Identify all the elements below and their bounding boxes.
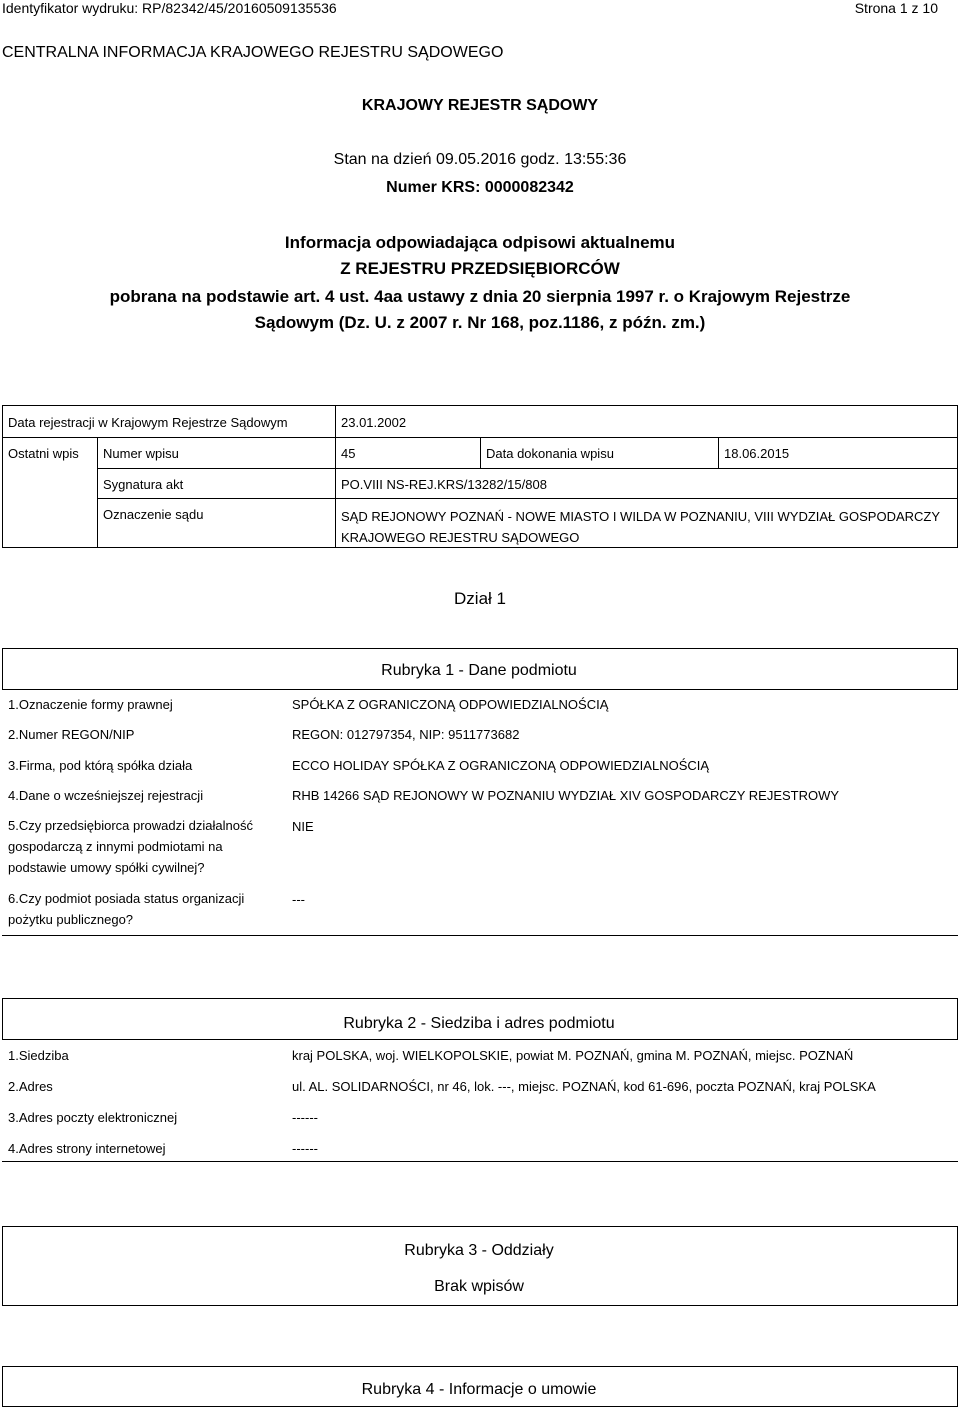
status-date: Stan na dzień 09.05.2016 godz. 13:55:36 xyxy=(333,151,627,168)
rubric-3-title: Rubryka 3 - Oddziały xyxy=(404,1242,554,1259)
legal-basis-line-2: Sądowym (Dz. U. z 2007 r. Nr 168, poz.1186, z późn. zm.) xyxy=(254,313,706,332)
rubric-1-row-4-value: RHB 14266 SĄD REJONOWY W POZNANIU WYDZIAŁ XIV GOSPODARCZY REJESTROWY xyxy=(292,788,840,803)
entry-date-value: 18.06.2015 xyxy=(724,446,790,461)
section-title: Dział 1 xyxy=(454,589,506,608)
rubric-1-row-4-label: 4.Dane o wcześniejszej rejestracji xyxy=(8,788,204,803)
rubric-3-no-entries: Brak wpisów xyxy=(434,1278,524,1295)
rubric-4-title: Rubryka 4 - Informacje o umowie xyxy=(361,1381,597,1398)
register-name: KRAJOWY REJESTR SĄDOWY xyxy=(361,97,599,114)
rubric-1-row-1-label: 1.Oznaczenie formy prawnej xyxy=(8,697,173,712)
rubric-1-row-1-value: SPÓŁKA Z OGRANICZONĄ ODPOWIEDZIALNOŚCIĄ xyxy=(292,697,609,712)
rubric-2-row-4-value: ------ xyxy=(292,1141,318,1156)
entry-number-label: Numer wpisu xyxy=(103,446,179,461)
legal-basis-line-1: pobrana na podstawie art. 4 ust. 4aa ustawy z dnia 20 sierpnia 1997 r. o Krajowym Rejestrze xyxy=(109,287,851,306)
rubric-1-row-5-label: 5.Czy przedsiębiorca prowadzi działalność gospodarczą z innymi podmiotami na podstawie umowy spółki cywilnej? xyxy=(8,818,253,875)
court-label: Oznaczenie sądu xyxy=(103,507,204,522)
rubric-2-row-3-value: ------ xyxy=(292,1110,318,1125)
rubric-2-row-1-value: kraj POLSKA, woj. WIELKOPOLSKIE, powiat M. POZNAŃ, gmina M. POZNAŃ, miejsc. POZNAŃ xyxy=(292,1048,854,1063)
info-line-1: Informacja odpowiadająca odpisowi aktualnemu xyxy=(284,233,676,252)
rubric-1-row-2-label: 2.Numer REGON/NIP xyxy=(8,727,135,742)
entry-number-value: 45 xyxy=(341,446,356,461)
krs-number: Numer KRS: 0000082342 xyxy=(386,179,574,196)
rubric-1-row-5-value: NIE xyxy=(292,819,314,834)
rubric-2-row-4-label: 4.Adres strony internetowej xyxy=(8,1141,166,1156)
rubric-2-row-2-value: ul. AL. SOLIDARNOŚCI, nr 46, lok. ---, miejsc. POZNAŃ, kod 61-696, poczta POZNAŃ, kraj POLSKA xyxy=(292,1079,876,1094)
info-line-2: Z REJESTRU PRZEDSIĘBIORCÓW xyxy=(340,259,620,278)
entry-date-label: Data dokonania wpisu xyxy=(486,446,614,461)
rubric-1-row-3-value: ECCO HOLIDAY SPÓŁKA Z OGRANICZONĄ ODPOWIEDZIALNOŚCIĄ xyxy=(292,758,710,773)
reg-date-label: Data rejestracji w Krajowym Rejestrze Sądowym xyxy=(8,415,288,430)
print-identifier: Identyfikator wydruku: RP/82342/45/20160509135536 xyxy=(2,0,337,16)
rubric-1-row-6-value: --- xyxy=(292,892,305,907)
court-value: SĄD REJONOWY POZNAŃ - NOWE MIASTO I WILDA W POZNANIU, VIII WYDZIAŁ GOSPODARCZY KRAJOWEGO REJESTRU SĄDOWEGO xyxy=(341,509,940,545)
rubric-1-row-2-value: REGON: 012797354, NIP: 9511773682 xyxy=(292,727,520,742)
rubric-2-title: Rubryka 2 - Siedziba i adres podmiotu xyxy=(343,1015,615,1032)
rubric-1-title: Rubryka 1 - Dane podmiotu xyxy=(381,662,577,679)
rubric-2-row-1-label: 1.Siedziba xyxy=(8,1048,69,1063)
rubric-2-row-3-label: 3.Adres poczty elektronicznej xyxy=(8,1110,178,1125)
reg-date-value: 23.01.2002 xyxy=(341,415,407,430)
rubric-2-row-2-label: 2.Adres xyxy=(8,1079,53,1094)
page-number: Strona 1 z 10 xyxy=(854,0,938,16)
signature-value: PO.VIII NS-REJ.KRS/13282/15/808 xyxy=(341,477,547,492)
signature-label: Sygnatura akt xyxy=(103,477,184,492)
last-entry-label: Ostatni wpis xyxy=(8,446,79,461)
rubric-1-row-3-label: 3.Firma, pod którą spółka działa xyxy=(8,758,193,773)
org-name: CENTRALNA INFORMACJA KRAJOWEGO REJESTRU SĄDOWEGO xyxy=(2,44,504,61)
rubric-1-row-6-label: 6.Czy podmiot posiada status organizacji pożytku publicznego? xyxy=(8,891,245,927)
